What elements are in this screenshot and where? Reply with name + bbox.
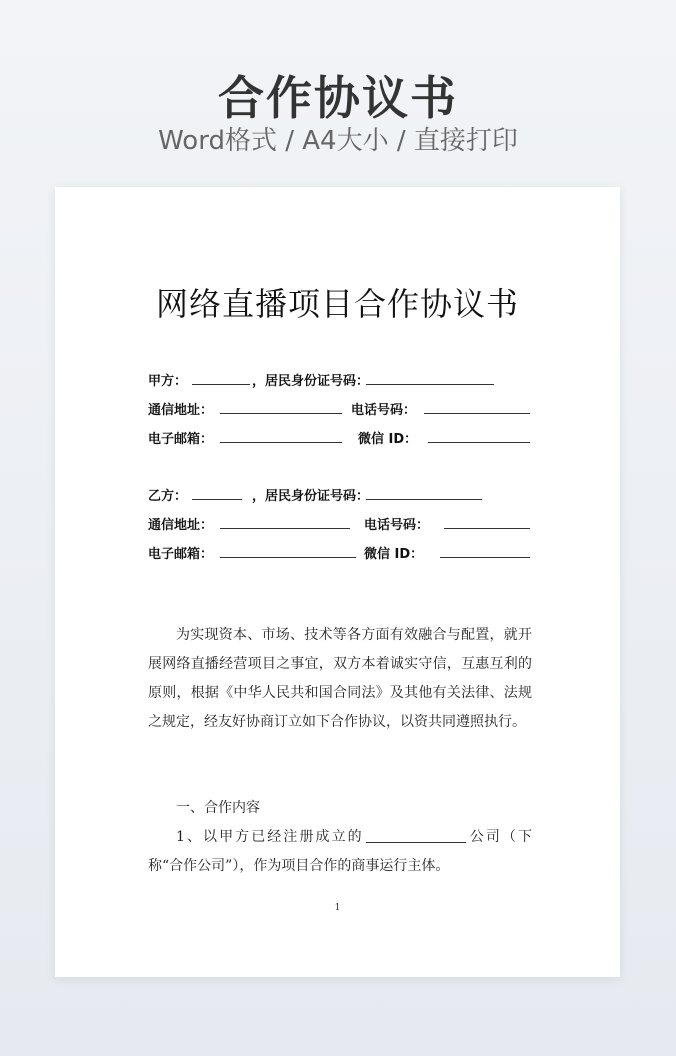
document-title: 网络直播项目合作协议书 [155,285,519,323]
preamble-paragraph: 为实现资本、市场、技术等各方面有效融合与配置，就开展网络直播经营项目之事宜，双方本着诚实守信，互惠互利的原则，根据《中华人民共和国合同法》及其他有关法律、法规之规定，经友好协商订立如下合作协议，以资共同遵照执行。 [148,627,532,730]
document-page [55,187,620,977]
party-a-email-blank [220,442,342,443]
party-b-email-label: 电子邮箱： [148,547,214,562]
party-b-phone-blank [444,528,530,529]
party-b-email-row [148,543,532,561]
party-b-address-blank [220,528,350,529]
party-a-wechat-label: 微信 ID： [358,432,418,447]
header-subtitle: Word格式 / A4大小 / 直接打印 [158,126,518,156]
clause-1 [148,823,532,881]
party-a-email-row [148,428,532,446]
header-title: 合作协议书 [218,71,458,125]
party-b-name-blank [192,499,242,500]
party-b-wechat-label: 微信 ID： [364,547,424,562]
party-a-name-blank [192,384,250,385]
party-a-id-label: ，居民身份证号码： [252,374,370,389]
clause-1-company-blank [366,830,466,843]
clause-1-after: 公司（下称“合作公司”），作为项目合作的商事运行主体。 [148,829,532,874]
party-a-address-blank [220,413,342,414]
party-a-phone-label: 电话号码： [351,403,417,418]
party-b-wechat-blank [440,557,530,558]
party-b-address-label: 通信地址： [148,518,214,533]
party-a-name-row [148,370,532,388]
party-b-id-label: ，居民身份证号码： [252,489,370,504]
party-a-address-row [148,399,532,417]
party-a-email-label: 电子邮箱： [148,432,214,447]
party-a-name-label: 甲方： [148,374,188,389]
party-a-address-label: 通信地址： [148,403,214,418]
party-b-name-row [148,485,532,503]
party-b-name-label: 乙方： [148,489,188,504]
party-b-address-row [148,514,532,532]
party-b-id-blank [366,499,482,500]
party-a-wechat-blank [428,442,530,443]
section-1-heading: 一、合作内容 [176,800,260,816]
party-a-phone-blank [424,413,530,414]
party-a-id-blank [366,384,494,385]
clause-1-before: 1、以甲方已经注册成立的 [176,829,364,845]
party-b-phone-label: 电话号码： [364,518,430,533]
party-b-email-blank [220,557,356,558]
page-number: 1 [334,903,341,913]
